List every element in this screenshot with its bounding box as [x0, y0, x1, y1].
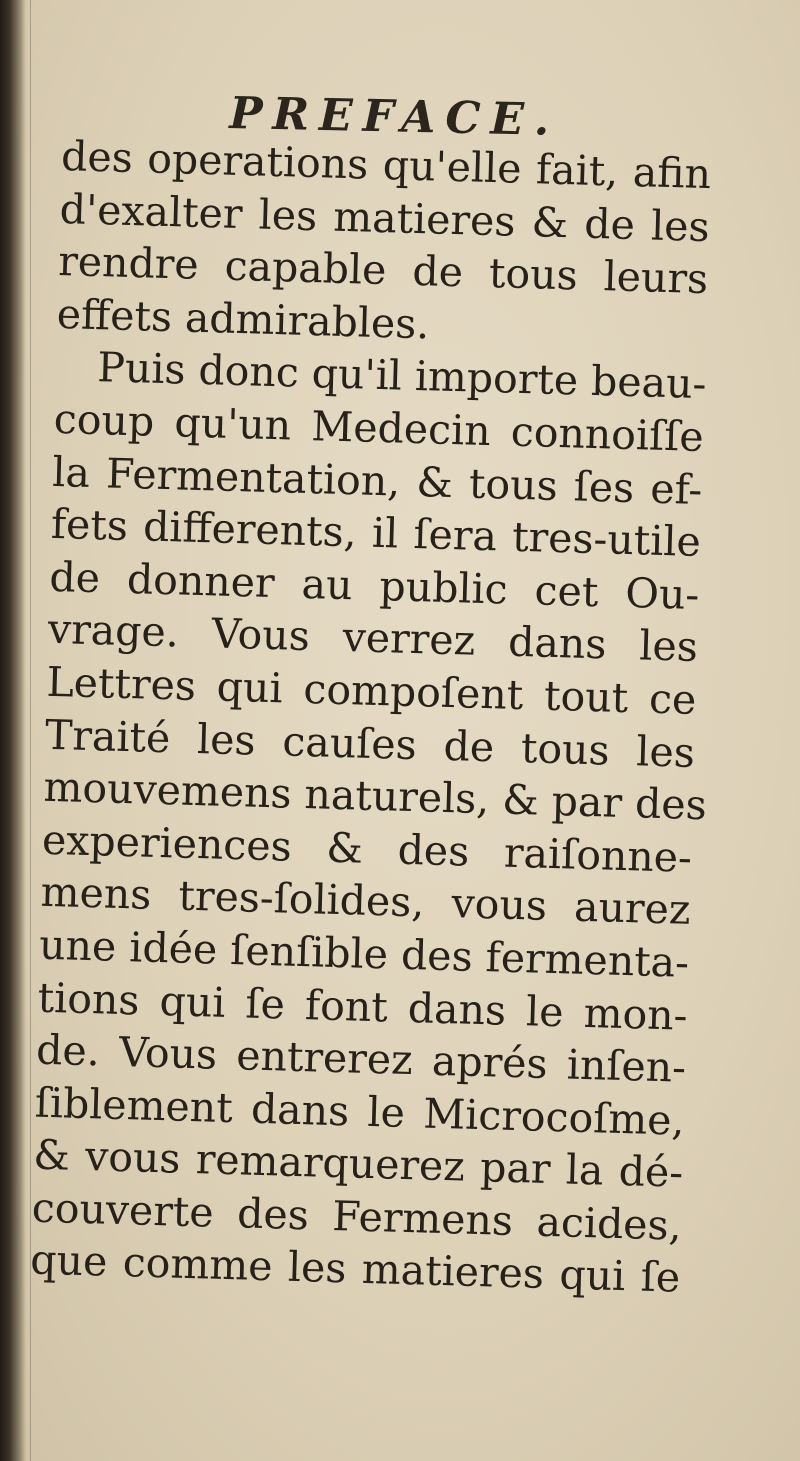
- text-line: ſiblement dans le Microcoſme,: [34, 1078, 686, 1145]
- text-line: Traité les cauſes de tous les: [44, 710, 696, 777]
- text-line: une idée ſenſible des fermenta-: [38, 920, 690, 987]
- text-line: de donner au public cet Ou-: [48, 552, 700, 619]
- body-text: [30, 130, 712, 1305]
- text-line: vrage. Vous verrez dans les: [47, 605, 699, 672]
- text-line: fets differents, il ſera tres-utile: [50, 500, 702, 567]
- text-line: coup qu'un Medecin connoiſſe: [53, 394, 705, 461]
- text-line: que comme les matieres qui ſe: [29, 1236, 681, 1303]
- text-line: experiences & des raiſonne-: [41, 815, 693, 882]
- text-line: couverte des Fermens acides,: [31, 1183, 683, 1250]
- text-line: rendre capable de tous leurs: [57, 237, 709, 304]
- text-line: mouvemens naturels, & par des: [42, 762, 708, 830]
- text-line: Puis donc qu'il importe beau-: [96, 343, 708, 409]
- text-line: de. Vous entrerez aprés inſen-: [35, 1025, 687, 1092]
- text-line: des operations qu'elle fait, afin: [60, 131, 712, 199]
- text-line: Lettres qui compoſent tout ce: [45, 657, 698, 724]
- book-gutter: [0, 0, 26, 1461]
- text-line: mens tres-ſolides, vous aurez: [40, 868, 692, 935]
- text-line: d'exalter les matieres & de les: [59, 184, 711, 251]
- running-head: PREFACE.: [228, 88, 560, 146]
- text-line: & vous remarquerez par la dé-: [32, 1130, 684, 1198]
- text-line: effets admirables.: [56, 289, 431, 349]
- text-line: tions qui ſe font dans le mon-: [37, 973, 689, 1040]
- text-line: la Fermentation, & tous ſes ef-: [51, 447, 703, 514]
